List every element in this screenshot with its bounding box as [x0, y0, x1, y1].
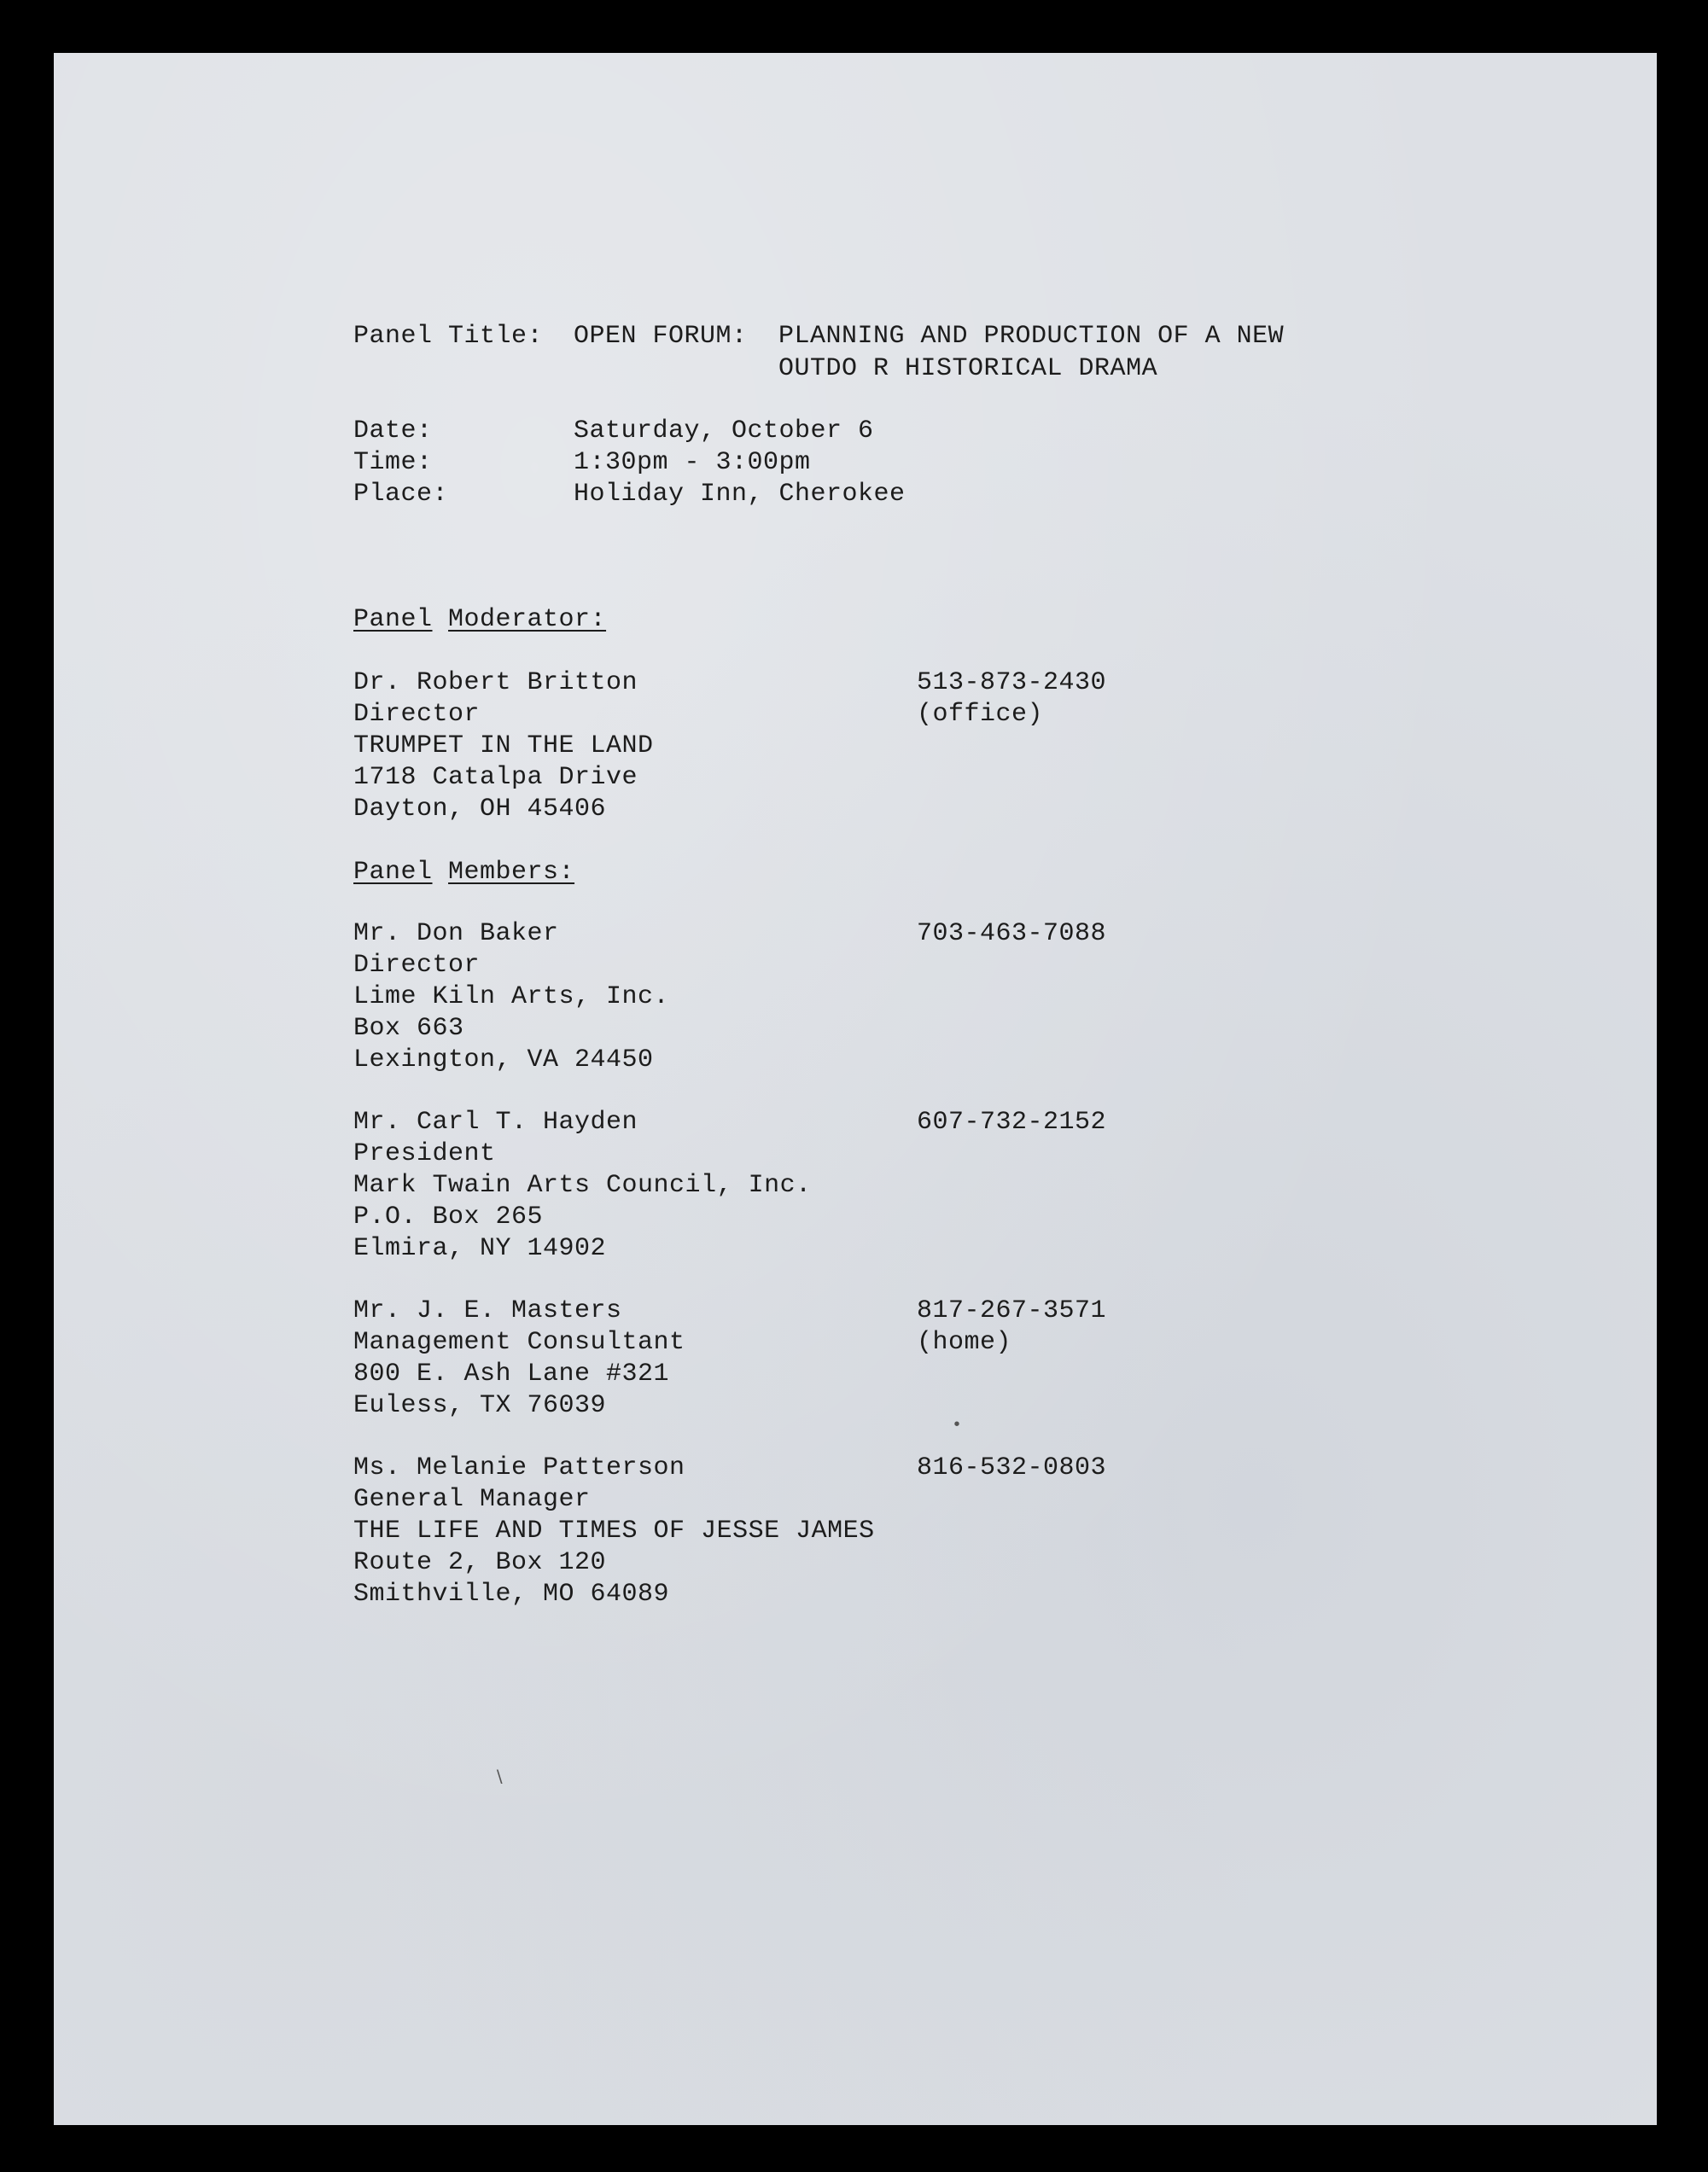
- moderator-heading-word-1: Panel: [353, 605, 433, 634]
- members-heading-word-2: Members:: [448, 858, 575, 887]
- member-address-1: Euless, TX 76039: [353, 1391, 607, 1420]
- member-phone: 703-463-7088: [917, 919, 1107, 948]
- moderator-phone: 513-873-2430: [917, 668, 1107, 697]
- member-phone-note: (home): [917, 1328, 1012, 1357]
- member-address-2: Elmira, NY 14902: [353, 1234, 607, 1263]
- member-address-1: Route 2, Box 120: [353, 1548, 607, 1577]
- member-phone: 816-532-0803: [917, 1453, 1107, 1482]
- stray-mark: ∖: [493, 1769, 504, 1789]
- moderator-phone-note: (office): [917, 700, 1044, 729]
- member-org: Lime Kiln Arts, Inc.: [353, 982, 670, 1011]
- members-heading-word-1: Panel: [353, 858, 433, 887]
- member-phone: 607-732-2152: [917, 1108, 1107, 1137]
- member-org: 800 E. Ash Lane #321: [353, 1360, 670, 1389]
- member-title: General Manager: [353, 1485, 591, 1514]
- member-name: Ms. Melanie Patterson: [353, 1453, 685, 1482]
- member-name: Mr. Carl T. Hayden: [353, 1108, 638, 1137]
- place-label: Place:: [353, 480, 449, 509]
- member-org: Mark Twain Arts Council, Inc.: [353, 1171, 812, 1200]
- document-page: [54, 53, 1657, 2125]
- time-label: Time:: [353, 448, 433, 477]
- member-address-1: Box 663: [353, 1014, 464, 1043]
- stray-mark: •: [952, 1416, 963, 1435]
- moderator-address-1: 1718 Catalpa Drive: [353, 763, 638, 792]
- moderator-name: Dr. Robert Britton: [353, 668, 638, 697]
- member-org: THE LIFE AND TIMES OF JESSE JAMES: [353, 1517, 875, 1546]
- date-label: Date:: [353, 416, 433, 445]
- place-value: Holiday Inn, Cherokee: [574, 480, 906, 509]
- member-address-2: Lexington, VA 24450: [353, 1045, 654, 1074]
- member-name: Mr. Don Baker: [353, 919, 559, 948]
- members-heading: [353, 857, 574, 888]
- member-phone: 817-267-3571: [917, 1296, 1107, 1325]
- date-value: Saturday, October 6: [574, 416, 874, 445]
- member-name: Mr. J. E. Masters: [353, 1296, 622, 1325]
- member-address-1: P.O. Box 265: [353, 1202, 544, 1232]
- member-title: Management Consultant: [353, 1328, 685, 1357]
- time-value: 1:30pm - 3:00pm: [574, 448, 811, 477]
- member-title: Director: [353, 951, 481, 980]
- moderator-address-2: Dayton, OH 45406: [353, 795, 607, 824]
- moderator-heading-word-2: Moderator:: [448, 605, 607, 634]
- member-address-2: Smithville, MO 64089: [353, 1580, 670, 1609]
- moderator-heading: [353, 604, 606, 636]
- moderator-org: TRUMPET IN THE LAND: [353, 731, 654, 760]
- panel-title-prefix: OPEN FORUM:: [574, 322, 748, 351]
- member-title: President: [353, 1139, 496, 1168]
- panel-title-line-1: PLANNING AND PRODUCTION OF A NEW: [778, 322, 1285, 351]
- panel-title-label: Panel Title:: [353, 322, 544, 351]
- moderator-title: Director: [353, 700, 481, 729]
- panel-title-line-2: OUTDO R HISTORICAL DRAMA: [778, 354, 1158, 383]
